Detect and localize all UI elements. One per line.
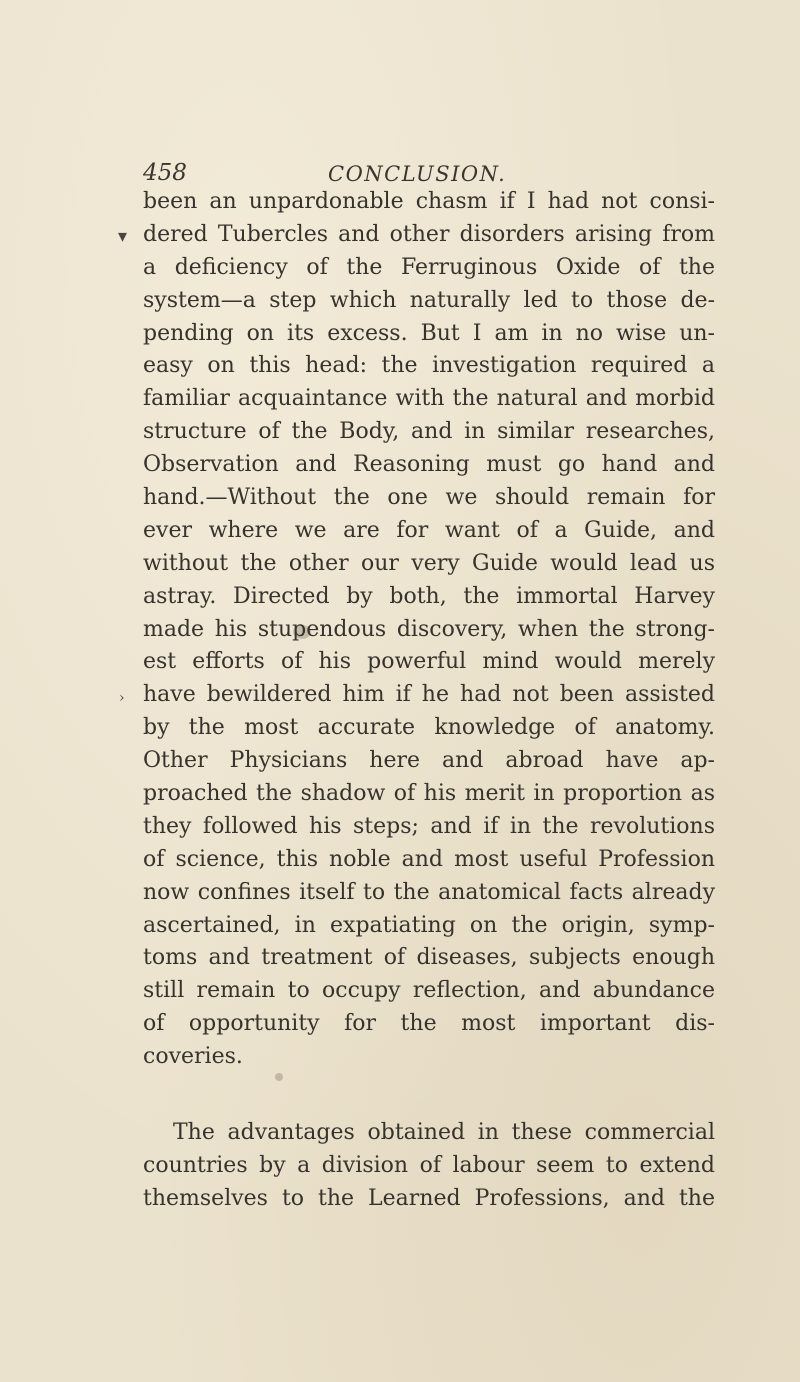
text-line: have bewildered him if he had not been assisted (143, 682, 715, 708)
text-line: ever where we are for want of a Guide, and (143, 517, 715, 543)
text-line: been an unpardonable chasm if I had not consi- (143, 189, 715, 214)
text-line: without the other our very Guide would lead us (143, 550, 715, 576)
text-line: of science, this noble and most useful Profession (143, 846, 715, 872)
ink-smudge (275, 1073, 283, 1081)
text-line: made his stupendous discovery, when the strong- (143, 616, 715, 642)
text-line: familiar acquaintance with the natural and morbid (143, 386, 715, 412)
text-line: astray. Directed by both, the immortal Harvey (143, 583, 715, 609)
margin-mark: › (119, 690, 125, 706)
text-line: structure of the Body, and in similar researches, (143, 419, 715, 445)
paragraph-1 (143, 186, 715, 1074)
text-line: they followed his steps; and if in the revolutions (143, 813, 715, 839)
text-line: The advantages obtained in these commercial (173, 1120, 715, 1145)
page-number: 458 (143, 160, 187, 186)
text-line: easy on this head: the investigation required a (143, 353, 715, 379)
text-line: coveries. (143, 1044, 243, 1070)
text-line: system—a step which naturally led to those de- (143, 287, 715, 313)
paragraph-2 (143, 1117, 715, 1216)
text-line: by the most accurate knowledge of anatomy. (143, 715, 715, 741)
text-line: Observation and Reasoning must go hand and (143, 452, 715, 478)
text-line: a deficiency of the Ferruginous Oxide of the (143, 254, 715, 280)
text-line: toms and treatment of diseases, subjects enough (143, 945, 715, 971)
text-line: now confines itself to the anatomical facts already (143, 879, 715, 905)
margin-mark: ▾ (118, 226, 128, 247)
text-line: pending on its excess. But I am in no wise un- (143, 320, 715, 346)
text-line: of opportunity for the most important dis- (143, 1011, 715, 1037)
text-line: still remain to occupy reflection, and abundance (143, 978, 715, 1004)
text-line: dered Tubercles and other disorders arising from (143, 221, 715, 247)
text-line: ascertained, in expatiating on the origin, symp- (143, 912, 715, 938)
text-line: est efforts of his powerful mind would merely (143, 649, 715, 675)
text-line: hand.—Without the one we should remain for (143, 485, 715, 511)
running-head: CONCLUSION. (328, 162, 507, 186)
text-line: Other Physicians here and abroad have ap- (143, 748, 715, 774)
text-line: themselves to the Learned Professions, and the (143, 1185, 715, 1211)
text-line: countries by a division of labour seem to extend (143, 1152, 715, 1178)
text-line: proached the shadow of his merit in proportion as (143, 781, 715, 807)
